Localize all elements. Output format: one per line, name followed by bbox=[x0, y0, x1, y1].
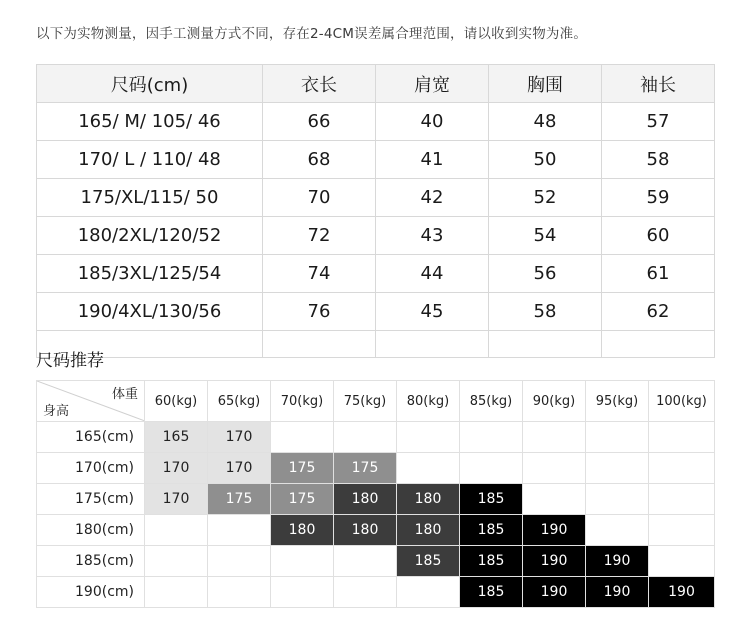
matrix-cell bbox=[649, 422, 715, 453]
matrix-cell: 190 bbox=[586, 577, 649, 608]
matrix-cell bbox=[145, 515, 208, 546]
matrix-cell bbox=[649, 546, 715, 577]
matrix-cell: 190 bbox=[523, 515, 586, 546]
matrix-cell: 170 bbox=[145, 484, 208, 515]
matrix-cell bbox=[271, 546, 334, 577]
row-length: 76 bbox=[263, 293, 376, 331]
table-row bbox=[37, 141, 715, 179]
matrix-cell: 180 bbox=[397, 515, 460, 546]
matrix-cell bbox=[649, 453, 715, 484]
row-length: 70 bbox=[263, 179, 376, 217]
row-sleeve: 58 bbox=[602, 141, 715, 179]
matrix-cell bbox=[460, 422, 523, 453]
row-sleeve: 59 bbox=[602, 179, 715, 217]
header-shoulder: 肩宽 bbox=[376, 65, 489, 103]
table-row bbox=[37, 255, 715, 293]
row-shoulder: 45 bbox=[376, 293, 489, 331]
matrix-cell bbox=[397, 422, 460, 453]
matrix-cell bbox=[397, 453, 460, 484]
matrix-cell bbox=[586, 484, 649, 515]
row-spec: 180/2XL/120/52 bbox=[37, 217, 263, 255]
matrix-cell: 170 bbox=[208, 453, 271, 484]
matrix-cell bbox=[208, 577, 271, 608]
row-length: 72 bbox=[263, 217, 376, 255]
row-bust: 50 bbox=[489, 141, 602, 179]
matrix-cell bbox=[334, 546, 397, 577]
height-header: 190(cm) bbox=[37, 577, 145, 608]
weight-header: 90(kg) bbox=[523, 381, 586, 422]
matrix-cell bbox=[208, 515, 271, 546]
matrix-cell: 185 bbox=[460, 484, 523, 515]
matrix-cell bbox=[649, 515, 715, 546]
weight-header: 100(kg) bbox=[649, 381, 715, 422]
height-axis-label: 身高 bbox=[43, 404, 70, 419]
height-header: 180(cm) bbox=[37, 515, 145, 546]
row-sleeve: 62 bbox=[602, 293, 715, 331]
matrix-cell bbox=[523, 484, 586, 515]
header-size: 尺码(cm) bbox=[37, 65, 263, 103]
size-table-header bbox=[37, 65, 715, 103]
table-row bbox=[37, 103, 715, 141]
matrix-cell bbox=[586, 515, 649, 546]
matrix-cell bbox=[523, 453, 586, 484]
matrix-cell: 180 bbox=[334, 484, 397, 515]
row-sleeve: 61 bbox=[602, 255, 715, 293]
matrix-cell bbox=[334, 422, 397, 453]
matrix-cell bbox=[145, 546, 208, 577]
matrix-cell bbox=[460, 453, 523, 484]
row-shoulder: 41 bbox=[376, 141, 489, 179]
row-sleeve: 57 bbox=[602, 103, 715, 141]
weight-header: 95(kg) bbox=[586, 381, 649, 422]
height-header: 165(cm) bbox=[37, 422, 145, 453]
weight-header: 70(kg) bbox=[271, 381, 334, 422]
row-bust: 48 bbox=[489, 103, 602, 141]
matrix-cell: 185 bbox=[397, 546, 460, 577]
matrix-row bbox=[37, 422, 715, 453]
matrix-row bbox=[37, 484, 715, 515]
matrix-cell: 185 bbox=[460, 577, 523, 608]
row-length: 74 bbox=[263, 255, 376, 293]
matrix-cell: 180 bbox=[334, 515, 397, 546]
matrix-cell bbox=[271, 422, 334, 453]
row-length: 66 bbox=[263, 103, 376, 141]
matrix-cell: 175 bbox=[334, 453, 397, 484]
row-sleeve: 60 bbox=[602, 217, 715, 255]
matrix-cell bbox=[586, 453, 649, 484]
size-recommendation-matrix bbox=[36, 380, 715, 608]
matrix-cell bbox=[523, 422, 586, 453]
size-table-body bbox=[37, 103, 715, 358]
header-bust: 胸围 bbox=[489, 65, 602, 103]
height-header: 185(cm) bbox=[37, 546, 145, 577]
matrix-header-row bbox=[37, 381, 715, 422]
weight-header: 75(kg) bbox=[334, 381, 397, 422]
matrix-cell: 175 bbox=[208, 484, 271, 515]
weight-header: 80(kg) bbox=[397, 381, 460, 422]
matrix-cell: 180 bbox=[271, 515, 334, 546]
row-spec: 170/ L / 110/ 48 bbox=[37, 141, 263, 179]
table-row bbox=[37, 179, 715, 217]
matrix-row bbox=[37, 546, 715, 577]
matrix-row bbox=[37, 453, 715, 484]
matrix-cell bbox=[145, 577, 208, 608]
matrix-cell: 190 bbox=[649, 577, 715, 608]
table-header-row bbox=[37, 65, 715, 103]
row-shoulder: 44 bbox=[376, 255, 489, 293]
matrix-cell bbox=[334, 577, 397, 608]
matrix-cell: 190 bbox=[586, 546, 649, 577]
blank-cell bbox=[602, 331, 715, 358]
row-spec: 165/ M/ 105/ 46 bbox=[37, 103, 263, 141]
height-header: 175(cm) bbox=[37, 484, 145, 515]
matrix-cell bbox=[271, 577, 334, 608]
row-spec: 190/4XL/130/56 bbox=[37, 293, 263, 331]
measurement-note: 以下为实物测量，因手工测量方式不同，存在2-4CM误差属合理范围，请以收到实物为准。 bbox=[36, 26, 588, 42]
row-bust: 58 bbox=[489, 293, 602, 331]
matrix-cell: 180 bbox=[397, 484, 460, 515]
matrix-cell: 185 bbox=[460, 546, 523, 577]
matrix-cell: 165 bbox=[145, 422, 208, 453]
row-shoulder: 43 bbox=[376, 217, 489, 255]
matrix-cell: 170 bbox=[145, 453, 208, 484]
header-length: 衣长 bbox=[263, 65, 376, 103]
row-length: 68 bbox=[263, 141, 376, 179]
weight-header: 85(kg) bbox=[460, 381, 523, 422]
size-table bbox=[36, 64, 715, 358]
weight-header: 60(kg) bbox=[145, 381, 208, 422]
row-spec: 185/3XL/125/54 bbox=[37, 255, 263, 293]
matrix-cell: 175 bbox=[271, 453, 334, 484]
matrix-row bbox=[37, 577, 715, 608]
matrix-cell bbox=[208, 546, 271, 577]
header-sleeve: 袖长 bbox=[602, 65, 715, 103]
matrix-cell bbox=[586, 422, 649, 453]
matrix-cell bbox=[649, 484, 715, 515]
matrix-corner-cell bbox=[37, 381, 145, 422]
matrix-cell: 190 bbox=[523, 577, 586, 608]
table-row bbox=[37, 217, 715, 255]
matrix-cell: 190 bbox=[523, 546, 586, 577]
matrix-cell bbox=[397, 577, 460, 608]
row-bust: 56 bbox=[489, 255, 602, 293]
table-row bbox=[37, 293, 715, 331]
row-shoulder: 42 bbox=[376, 179, 489, 217]
matrix-cell: 170 bbox=[208, 422, 271, 453]
table-row-blank bbox=[37, 331, 715, 358]
matrix-row bbox=[37, 515, 715, 546]
matrix-cell: 175 bbox=[271, 484, 334, 515]
blank-cell bbox=[376, 331, 489, 358]
weight-axis-label: 体重 bbox=[111, 387, 138, 402]
weight-header: 65(kg) bbox=[208, 381, 271, 422]
height-header: 170(cm) bbox=[37, 453, 145, 484]
blank-cell bbox=[489, 331, 602, 358]
recommendation-title: 尺码推荐 bbox=[36, 351, 104, 371]
row-bust: 54 bbox=[489, 217, 602, 255]
blank-cell bbox=[263, 331, 376, 358]
row-shoulder: 40 bbox=[376, 103, 489, 141]
matrix-cell: 185 bbox=[460, 515, 523, 546]
row-bust: 52 bbox=[489, 179, 602, 217]
row-spec: 175/XL/115/ 50 bbox=[37, 179, 263, 217]
